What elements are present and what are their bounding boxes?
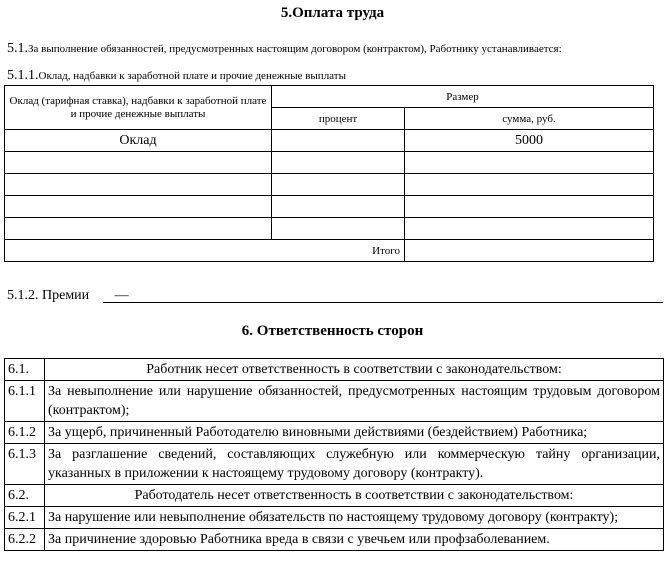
- table-row: [5, 196, 654, 218]
- section5-title: 5.Оплата труда: [280, 5, 385, 21]
- clause-number: 6.2.2: [5, 529, 45, 551]
- clause-text: За ущерб, причиненный Работодателю виновными действиями (бездействием) Работника;: [45, 422, 664, 444]
- table-row: [5, 152, 654, 174]
- table-row: [5, 359, 664, 381]
- total-label: Итого: [272, 240, 405, 262]
- table-row: [5, 529, 664, 551]
- clause-number: 6.1.3: [5, 444, 45, 485]
- pay-table-col1-header: Оклад (тарифная ставка), надбавки к заработной плате и прочие денежные выплаты: [5, 86, 272, 130]
- pay-table: [4, 85, 654, 262]
- clause-text: Работодатель несет ответственность в соответствии с законодательством:: [45, 485, 664, 507]
- pay-table-size-header: Размер: [272, 86, 654, 108]
- table-row: [5, 507, 664, 529]
- paragraph-5-1-1: [7, 68, 346, 84]
- bonus-underline: [103, 302, 663, 303]
- table-row: [5, 130, 654, 152]
- clause-number: 6.2.1: [5, 507, 45, 529]
- responsibility-table: [4, 358, 664, 551]
- table-row: [5, 422, 664, 444]
- pay-table-percent-header: процент: [272, 108, 405, 130]
- table-row: [5, 485, 664, 507]
- paragraph-5-1-1-text: Оклад, надбавки к заработной плате и прочие денежные выплаты: [38, 70, 346, 82]
- paragraph-5-1-number: 5.1.: [7, 41, 28, 56]
- clause-number: 6.1.2: [5, 422, 45, 444]
- clause-number: 6.2.: [5, 485, 45, 507]
- section6-title: 6. Ответственность сторон: [241, 323, 424, 339]
- bonus-value: —: [114, 288, 129, 303]
- total-row: [5, 240, 654, 262]
- clause-text: За разглашение сведений, составляющих служебную или коммерческую тайну организации, указанных в приложении к настоящему трудовому договору (контракту).: [45, 444, 664, 485]
- salary-label: Оклад: [5, 130, 272, 152]
- total-value: [405, 240, 654, 262]
- clause-text: Работник несет ответственность в соответствии с законодательством:: [45, 359, 664, 381]
- table-row: [5, 381, 664, 422]
- paragraph-5-1-1-number: 5.1.1.: [7, 68, 39, 83]
- bonus-label: Премии: [42, 288, 90, 303]
- table-row: [5, 174, 654, 196]
- paragraph-5-1: [7, 41, 562, 57]
- salary-sum: 5000: [405, 130, 654, 152]
- clause-text: За невыполнение или нарушение обязанностей, предусмотренных настоящим трудовым договором (контрактом);: [45, 381, 664, 422]
- paragraph-5-1-2-number: 5.1.2.: [7, 288, 39, 303]
- clause-number: 6.1.1: [5, 381, 45, 422]
- paragraph-5-1-text: За выполнение обязанностей, предусмотренных настоящим договором (контрактом), Работнику устанавливается:: [28, 43, 562, 55]
- table-row: [5, 444, 664, 485]
- table-row: [5, 218, 654, 240]
- pay-table-sum-header: сумма, руб.: [405, 108, 654, 130]
- clause-number: 6.1.: [5, 359, 45, 381]
- clause-text: За причинение здоровью Работника вреда в связи с увечьем или профзаболеванием.: [45, 529, 664, 551]
- clause-text: За нарушение или невыполнение обязательств по настоящему трудовому договору (контракту);: [45, 507, 664, 529]
- salary-percent: [272, 130, 405, 152]
